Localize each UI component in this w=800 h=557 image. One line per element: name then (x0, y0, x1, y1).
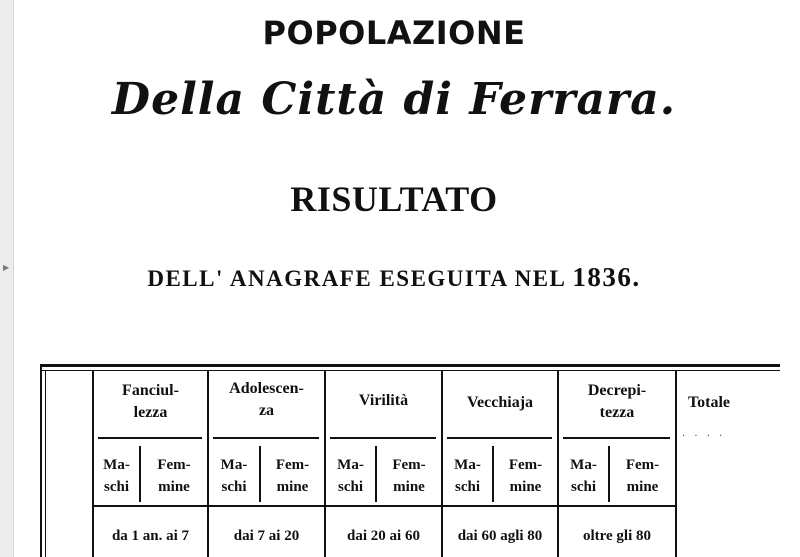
male-header: Ma- schi (103, 457, 130, 495)
group-rule (330, 437, 436, 439)
population-table (14, 360, 800, 557)
group-rule (98, 437, 202, 439)
female-header: Fem- mine (625, 457, 660, 495)
table-left-border-inner (45, 370, 46, 557)
subheader-rule (326, 505, 441, 507)
subheader-rule (94, 505, 207, 507)
group-header-adolescenza: Adolescen- za (229, 380, 304, 419)
group-rule (563, 437, 670, 439)
group-header-virilita: Virilità (358, 392, 409, 409)
age-range: oltre gli 80 (582, 528, 652, 544)
table-top-rule (40, 364, 780, 367)
female-header: Fem- mine (392, 457, 426, 495)
census-line (14, 262, 774, 293)
age-range: dai 60 agli 80 (457, 528, 543, 544)
female-header: Fem- mine (508, 457, 543, 495)
expand-panel-icon[interactable]: ▶ (3, 263, 10, 272)
total-column-dots: . . . . (682, 428, 726, 439)
male-header: Ma- schi (220, 457, 248, 495)
group-rule (447, 437, 552, 439)
male-header: Ma- schi (454, 457, 481, 495)
male-header: Ma- schi (570, 457, 597, 495)
female-header: Fem- mine (275, 457, 310, 495)
subheader-rule (209, 505, 324, 507)
document-page (14, 0, 800, 557)
group-rule (213, 437, 319, 439)
group-header-vecchiaja: Vecchiaja (466, 394, 534, 411)
table-left-border (40, 364, 42, 557)
group-header-totale: Totale (687, 394, 731, 411)
page-title: POPOLAZIONE (262, 14, 526, 52)
male-header: Ma- schi (337, 457, 364, 495)
census-text: DELL' ANAGRAFE ESEGUITA NEL (147, 266, 566, 291)
page-subtitle: Della Città di Ferrara. (111, 74, 677, 125)
table-top-rule-inner (40, 370, 780, 371)
age-range: dai 7 ai 20 (233, 528, 300, 544)
viewer-side-panel[interactable] (0, 0, 14, 557)
group-header-fanciullezza: Fanciul- lezza (122, 382, 179, 421)
subheader-rule (443, 505, 557, 507)
result-heading: RISULTATO (290, 179, 498, 219)
group-header-decrepitezza: Decrepi- tezza (587, 382, 647, 421)
female-header: Fem- mine (157, 457, 191, 495)
census-year: 1836. (572, 262, 641, 292)
age-range: da 1 an. ai 7 (111, 528, 190, 544)
subheader-rule (559, 505, 675, 507)
age-range: dai 20 ai 60 (347, 528, 420, 544)
